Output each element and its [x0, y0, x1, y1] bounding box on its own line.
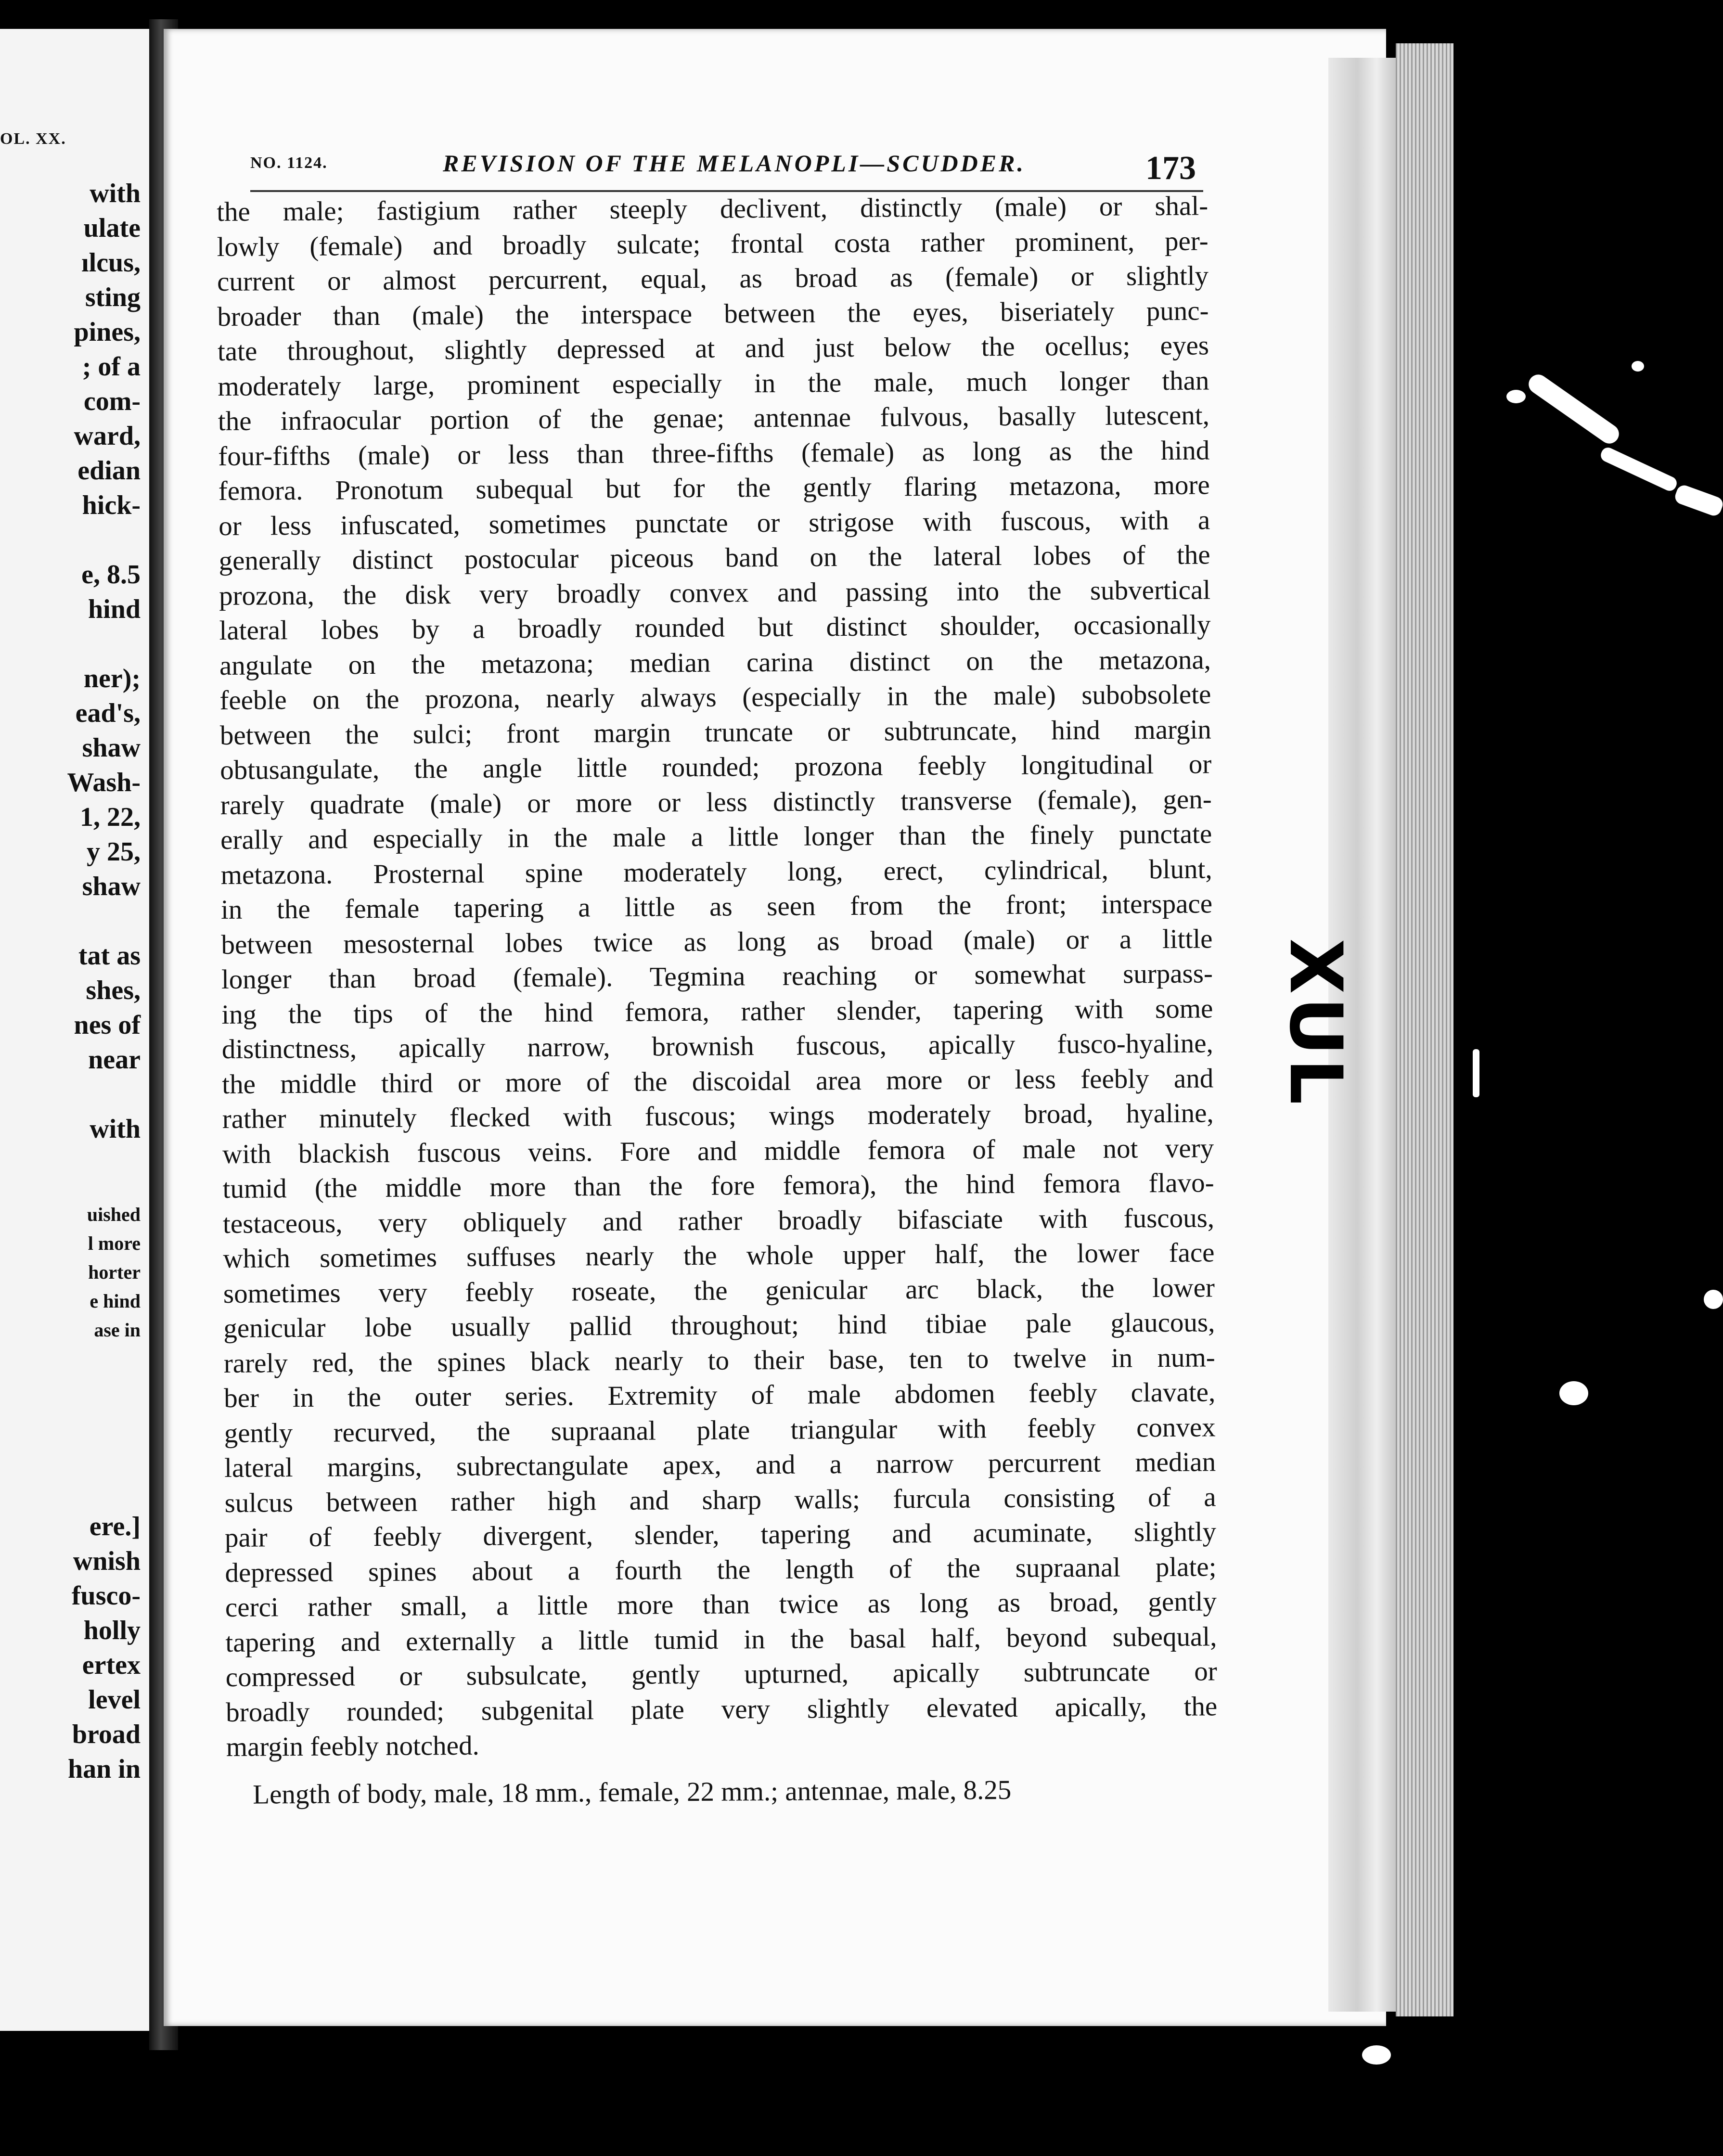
- body-text-line: lateral lobes by a broadly rounded but distinct shoulder, occasionally: [219, 609, 1211, 646]
- left-text-fragment: hick-: [82, 490, 141, 520]
- film-speck: [1506, 390, 1526, 403]
- running-header: [250, 149, 1213, 192]
- body-text-line: distinctness, apically narrow, brownish fuscous, apically fusco-hyaline,: [221, 1028, 1213, 1065]
- body-text-line: lateral margins, subrectangulate apex, and a narrow percurrent median: [224, 1447, 1216, 1483]
- body-text-line: margin feebly notched.: [226, 1730, 479, 1762]
- left-text-fragment: ertex: [82, 1650, 141, 1680]
- left-text-fragment: broad: [72, 1720, 141, 1749]
- left-text-fragment-small: horter: [88, 1261, 141, 1283]
- body-text-line: tumid (the middle more than the fore femora), the hind femora flavo-: [222, 1168, 1214, 1204]
- film-speck: [1599, 445, 1679, 493]
- body-text-line: sulcus between rather high and sharp walls; furcula consisting of a: [224, 1481, 1216, 1518]
- left-text-fragment: shaw: [82, 872, 141, 901]
- left-text-fragment: Wash-: [67, 768, 141, 797]
- left-text-fragment: ulate: [83, 213, 141, 243]
- body-text-line: ing the tips of the hind femora, rather slender, tapering with some: [221, 993, 1213, 1030]
- description-paragraph: [217, 189, 1218, 1765]
- library-stamp: XUL: [1273, 938, 1357, 1108]
- body-text-line: the infraocular portion of the genae; antennae fulvous, basally lutescent,: [218, 400, 1210, 436]
- left-text-fragment: ead's,: [75, 698, 141, 728]
- body-text-line: broader than (male) the interspace between the eyes, biseriately punc-: [217, 295, 1209, 332]
- body-text-line: depressed spines about a fourth the length of the supraanal plate;: [225, 1551, 1217, 1588]
- left-text-fragment: ere.]: [89, 1512, 141, 1541]
- left-text-fragment: y 25,: [87, 837, 141, 867]
- page-number: 173: [1145, 150, 1196, 187]
- left-text-fragment: pines,: [74, 317, 141, 347]
- body-text-line: the middle third or more of the discoidal area more or less feebly and: [222, 1063, 1214, 1100]
- left-text-fragment: e, 8.5: [81, 560, 141, 590]
- body-text-line: erally and especially in the male a little longer than the finely punctate: [220, 819, 1212, 855]
- body-text-line: femora. Pronotum subequal but for the gently flaring metazona, more: [218, 470, 1210, 506]
- film-speck: [1673, 483, 1723, 518]
- body-text-line: the male; fastigium rather steeply declivent, distinctly (male) or shal-: [217, 191, 1209, 227]
- film-speck: [1473, 1049, 1479, 1097]
- body-text-line: genicular lobe usually pallid throughout; hind tibiae pale glaucous,: [223, 1307, 1215, 1344]
- body-text: [217, 189, 1218, 1812]
- running-title: REVISION OF THE MELANOPLI—SCUDDER.: [443, 150, 1026, 177]
- body-text-line: moderately large, prominent especially in the male, much longer than: [218, 365, 1209, 402]
- body-text-line: gently recurved, the supraanal plate triangular with feebly convex: [224, 1412, 1216, 1449]
- left-facing-page: [0, 29, 152, 2031]
- left-text-fragment: shes,: [86, 975, 141, 1005]
- film-speck: [1362, 2045, 1391, 2065]
- film-speck: [1632, 361, 1644, 372]
- film-speck: [1559, 1381, 1588, 1405]
- left-text-fragment: holly: [83, 1616, 141, 1645]
- left-text-fragment: nes of: [74, 1010, 141, 1040]
- left-text-fragment: with: [90, 179, 141, 208]
- body-text-line: angulate on the metazona; median carina distinct on the metazona,: [219, 644, 1211, 681]
- left-text-fragment-small: e hind: [90, 1290, 141, 1312]
- left-text-fragment: with: [90, 1114, 141, 1144]
- left-running-head: OL. XX.: [0, 130, 66, 148]
- left-text-fragment: wnish: [73, 1546, 141, 1576]
- body-text-line: testaceous, very obliquely and rather broadly bifasciate with fuscous,: [222, 1202, 1215, 1239]
- body-text-line: pair of feebly divergent, slender, tapering and acuminate, slightly: [224, 1516, 1217, 1553]
- body-text-line: tapering and externally a little tumid in the basal half, beyond subequal,: [225, 1621, 1217, 1658]
- body-text-line: cerci rather small, a little more than twice as long as broad, gently: [225, 1586, 1217, 1623]
- page-edge-stack: [1396, 43, 1453, 2016]
- body-text-line: longer than broad (female). Tegmina reaching or somewhat surpass-: [221, 958, 1213, 995]
- left-text-fragment: fusco-: [71, 1581, 141, 1611]
- body-text-line: four-fifths (male) or less than three-fifths (female) as long as the hind: [218, 435, 1210, 472]
- left-text-fragment-small: l more: [88, 1232, 141, 1254]
- body-text-line: which sometimes suffuses nearly the whole upper half, the lower face: [223, 1237, 1215, 1274]
- film-speck: [1704, 1290, 1723, 1309]
- left-text-fragment: edian: [77, 456, 141, 486]
- left-text-fragment-small: ase in: [94, 1319, 141, 1341]
- left-text-fragment: tat as: [78, 941, 141, 971]
- left-text-fragment-small: uished: [87, 1204, 141, 1225]
- left-text-fragment: ward,: [74, 421, 141, 451]
- body-text-line: between mesosternal lobes twice as long as broad (male) or a little: [221, 923, 1213, 960]
- body-text-line: broadly rounded; subgenital plate very slightly elevated apically, the: [226, 1691, 1218, 1728]
- body-text-line: rarely red, the spines black nearly to their base, ten to twelve in num-: [223, 1342, 1215, 1379]
- body-text-line: sometimes very feebly roseate, the genicular arc black, the lower: [223, 1272, 1215, 1309]
- body-text-line: generally distinct postocular piceous band on the lateral lobes of the: [219, 539, 1210, 576]
- body-text-line: rather minutely flecked with fuscous; wings moderately broad, hyaline,: [222, 1098, 1214, 1134]
- body-text-line: feeble on the prozona, nearly always (especially in the male) subobsolete: [219, 679, 1211, 716]
- measurements-line: Length of body, male, 18 mm., female, 22 mm.; antennae, male, 8.25: [253, 1774, 1012, 1810]
- left-text-fragment: shaw: [82, 733, 141, 763]
- body-text-line: current or almost percurrent, equal, as broad as (female) or slightly: [217, 260, 1209, 297]
- left-text-fragment: level: [88, 1685, 141, 1715]
- body-text-line: rarely quadrate (male) or more or less distinctly transverse (female), gen-: [220, 783, 1212, 821]
- left-text-fragment: han in: [68, 1754, 141, 1784]
- left-text-fragment: ner);: [83, 664, 141, 693]
- body-text-line: metazona. Prosternal spine moderately long, erect, cylindrical, blunt,: [220, 853, 1212, 890]
- body-text-line: with blackish fuscous veins. Fore and middle femora of male not very: [222, 1132, 1214, 1169]
- left-text-fragment: 1, 22,: [80, 802, 141, 832]
- left-text-fragment: ılcus,: [81, 248, 141, 278]
- body-text-line: ber in the outer series. Extremity of male abdomen feebly clavate,: [224, 1377, 1216, 1413]
- left-text-fragment: ; of a: [82, 352, 141, 382]
- body-text-line: or less infuscated, sometimes punctate or strigose with fuscous, with a: [219, 504, 1210, 541]
- left-text-fragment: sting: [85, 282, 141, 312]
- body-text-line: in the female tapering a little as seen from the front; interspace: [220, 888, 1213, 925]
- body-text-line: between the sulci; front margin truncate or subtruncate, hind margin: [219, 714, 1212, 751]
- left-text-fragment: hind: [88, 594, 141, 624]
- body-text-line: tate throughout, slightly depressed at and just below the ocellus; eyes: [217, 330, 1209, 367]
- body-text-line: compressed or subsulcate, gently upturned, apically subtruncate or: [225, 1656, 1217, 1693]
- left-text-fragment: near: [88, 1045, 141, 1075]
- body-text-line: lowly (female) and broadly sulcate; frontal costa rather prominent, per-: [217, 225, 1209, 262]
- film-speck: [1525, 371, 1622, 448]
- body-text-line: obtusangulate, the angle little rounded; prozona feebly longitudinal or: [220, 749, 1212, 785]
- issue-number: NO. 1124.: [250, 154, 328, 172]
- body-text-line: prozona, the disk very broadly convex and passing into the subvertical: [219, 574, 1211, 611]
- left-text-fragment: com-: [83, 386, 141, 416]
